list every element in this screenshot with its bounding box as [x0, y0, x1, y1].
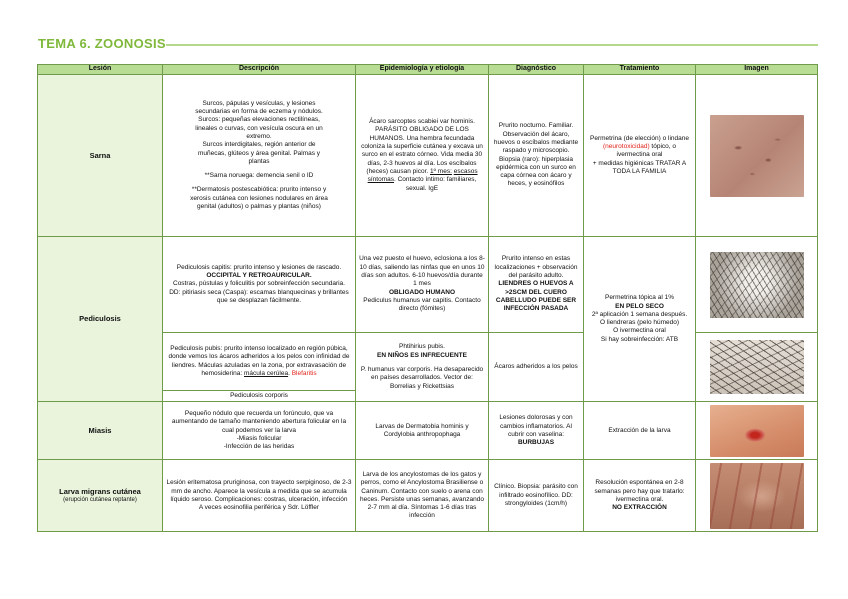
epi-text: P. humanus var corporis. Ha desaparecido en países desarrollados. Vector de: Borrelias y Rickettsias: [360, 366, 484, 390]
epi-text: OBLIGADO HUMANO: [388, 288, 456, 296]
desc-text: DD: pitiriasis seca (Caspa): escamas blanquecinas y brillantes que se desplazan fácilmente.: [169, 288, 349, 304]
pediculosis-capitis-photo: [710, 252, 804, 318]
diag-text: Lesiones dolorosas y con cambios inflamatorios. Al cubrir con vaselina:: [499, 414, 573, 438]
desc-pediculosis-pubis: [163, 333, 356, 391]
desc-text: .: [288, 369, 290, 377]
epi-mes: 1º mes:: [430, 167, 452, 175]
header-row: [38, 65, 818, 75]
trat-pediculosis: [584, 237, 696, 402]
lesion-subtitle: (erupción cutánea reptante): [63, 497, 137, 504]
trat-text: Permetrina (de elección) o lindane: [590, 134, 689, 142]
desc-text: A veces eosinofilia periférica y Sdr. Löffler: [198, 504, 320, 512]
epi-pediculosis-pubis: [356, 333, 489, 402]
zoonosis-table: [37, 64, 818, 532]
desc-text: Pediculosis capitis: prurito intenso y lesiones de rascado.: [176, 263, 342, 271]
epi-sarna: [356, 75, 489, 237]
desc-warning: Blefaritis: [291, 369, 317, 377]
epi-text: Una vez puesto el huevo, eclosiona a los 8-10 días, saliendo las ninfas que en unos 10 días son adultos. 6-10 huevos/día durante 1 mes: [359, 255, 485, 288]
trat-text: Si hay sobreinfección: ATB: [600, 335, 679, 343]
epi-text: . Contacto íntimo: familiares, sexual. IgE: [394, 176, 477, 192]
epi-larva-migrans: Larva de los ancylostomas de los gatos y perros, como el Ancylostoma Brasiliense o Caninum. Contacto con suelo o arena con heces. Persiste unas semanas, avanzando 2-7 mm al día. Síntomas 1-6 días tras infección: [356, 460, 489, 532]
header-imagen: Imagen: [696, 65, 818, 75]
desc-line: extremo.: [246, 132, 272, 140]
trat-warning: (neurotoxicidad): [603, 143, 650, 151]
epi-text: EN NIÑOS ES INFRECUENTE: [377, 351, 467, 359]
desc-text: -Infección de las heridas: [223, 443, 295, 451]
desc-text: -Miasis folicular: [236, 434, 282, 442]
desc-sarna: [163, 75, 356, 237]
trat-text: 2ª aplicación 1 semana después.: [591, 310, 688, 318]
sarna-photo: [710, 115, 804, 197]
pediculosis-pubis-photo: [710, 340, 804, 394]
desc-line: Surcos interdigitales, región anterior de: [202, 141, 316, 149]
image-larva-migrans: [696, 460, 818, 532]
header-lesion: Lesión: [38, 65, 163, 75]
row-miasis: [38, 402, 818, 460]
header-diagnostico: Diagnóstico: [489, 65, 584, 75]
lesion-pediculosis: Pediculosis: [38, 237, 163, 402]
miasis-photo: [710, 405, 804, 457]
lesion-miasis: Miasis: [38, 402, 163, 460]
row-larva-migrans: [38, 460, 818, 532]
trat-text: EN PELO SECO: [615, 302, 664, 310]
desc-pediculosis-corporis: Pediculosis corporis: [163, 391, 356, 402]
desc-text: Lesión eritematosa pruriginosa, con trayecto serpiginoso, de 2-3 mm de ancho. Aparece la vesícula a medida que se acumula líquido seroso. Complicaciones: costras, ulceración, infección: [166, 479, 352, 503]
larva-migrans-photo: [710, 463, 804, 529]
lesion-sarna: Sarna: [38, 75, 163, 237]
trat-text: Permetrina tópica al 1%: [604, 294, 674, 302]
trat-text: tópico, o ivermectina oral: [616, 143, 676, 159]
image-pediculosis-capitis: [696, 237, 818, 333]
desc-line: secundarias en forma de eczema y nódulos.: [195, 107, 323, 115]
diag-text: LIENDRES O HUEVOS A >2SCM DEL CUERO CABELLUDO PUEDE SER INFECCIÓN PASADA: [495, 280, 577, 313]
lesion-name: Larva migrans cutánea: [59, 486, 141, 496]
desc-line: muñecas, glúteos y área genital. Palmas y: [197, 149, 321, 157]
desc-line: Surcos, pápulas y vesículas, y lesiones: [202, 99, 316, 107]
trat-text: NO EXTRACCIÓN: [612, 504, 667, 512]
row-sarna: [38, 75, 818, 237]
image-miasis: [696, 402, 818, 460]
header-tratamiento: Tratamiento: [584, 65, 696, 75]
trat-text: + medidas higiénicas TRATAR A TODA LA FAMILIA: [592, 159, 687, 175]
diag-text: Prurito intenso en estas localizaciones + observación del parásito adulto.: [494, 255, 578, 280]
trat-miasis: Extracción de la larva: [584, 402, 696, 460]
trat-text: O liendreras (pelo húmedo): [599, 319, 680, 327]
desc-macula: mácula cerúlea: [244, 369, 289, 377]
diag-text: BURBUJAS: [517, 439, 555, 447]
desc-miasis: [163, 402, 356, 460]
epi-pediculosis-capitis: [356, 237, 489, 333]
epi-text: Pediculus humanus var capitis. Contacto directo (fómites): [363, 296, 481, 313]
diag-pediculosis-pubis: Ácaros adheridos a los pelos: [489, 333, 584, 402]
lesion-larva-migrans: [38, 460, 163, 532]
diag-larva-migrans: Clínico. Biopsia: parásito con infiltrado eosinofílico. DD: strongyloides (1cm/h): [489, 460, 584, 532]
trat-larva-migrans: [584, 460, 696, 532]
page-title: TEMA 6. ZOONOSIS: [38, 36, 166, 51]
diag-sarna: Prurito nocturno. Familiar. Observación del ácaro, huevos o escíbalos mediante raspado y microscopio. Biopsia (raro): hiperplasia epidérmica con un surco en capa córnea con ácaro y heces, y eosinófilos: [489, 75, 584, 237]
diag-miasis: [489, 402, 584, 460]
desc-text: OCCIPITAL Y RETROAURICULAR.: [206, 272, 312, 280]
desc-line: **Sarna noruega: demencia senil o ID: [204, 172, 314, 180]
desc-text: Pequeño nódulo que recuerda un forúnculo, que va aumentando de tamaño manteniendo abertura folicular en la cual podemos ver la larva: [171, 410, 347, 434]
header-descripcion: Descripción: [163, 65, 356, 75]
desc-line: Surcos: pequeñas elevaciones rectilíneas,: [198, 116, 320, 124]
header-epidemiologia: Epidemiología y etiología: [356, 65, 489, 75]
trat-text: O ivermectina oral: [613, 327, 666, 335]
title-divider: [166, 44, 818, 46]
epi-text: Phtihirius pubis.: [399, 343, 445, 351]
epi-text: Ácaro sarcoptes scabiei var hominis. PARÁSITO OBLIGADO DE LOS HUMANOS. Una hembra fecundada coloniza la superficie cutánea y excava un surco en el estrato córneo. Vida media 30 días, 2-3 huevos al día. Los escíbalos (heces) causan picor.: [361, 118, 483, 175]
trat-sarna: [584, 75, 696, 237]
desc-text: Costras, pústulas y foliculitis por sobreinfección secundaria.: [173, 280, 345, 288]
image-sarna: [696, 75, 818, 237]
image-pediculosis-pubis: [696, 333, 818, 402]
row-pediculosis-capitis: [38, 237, 818, 333]
title-bar: [38, 36, 818, 56]
desc-text: Pediculosis pubis: prurito intenso localizado en región púbica, donde vemos los ácaros adheridos a los pelos con infinidad de liendres. Máculas azuladas en la zona, por extravasación de hemosiderina:: [168, 344, 350, 377]
desc-line: **Dermatosis postescabiótica: prurito intenso y: [191, 186, 327, 194]
desc-pediculosis-capitis: [163, 237, 356, 333]
epi-miasis: Larvas de Dermatobia hominis y Cordylobia anthropophaga: [356, 402, 489, 460]
desc-line: genital (adultos) o palmas y plantas (niños): [197, 203, 321, 211]
desc-larva-migrans: [163, 460, 356, 532]
desc-line: lineales o curvas, con vesícula oscura en un: [195, 124, 323, 132]
epi-escasos: escasos síntomas: [367, 167, 478, 184]
desc-line: xerosis cutánea con lesiones nodulares en área: [190, 194, 328, 202]
desc-line: plantas: [248, 157, 270, 165]
diag-pediculosis-capitis: [489, 237, 584, 333]
trat-text: Resolución espontánea en 2-8 semanas pero hay que tratarlo: ivermectina oral.: [594, 479, 685, 503]
